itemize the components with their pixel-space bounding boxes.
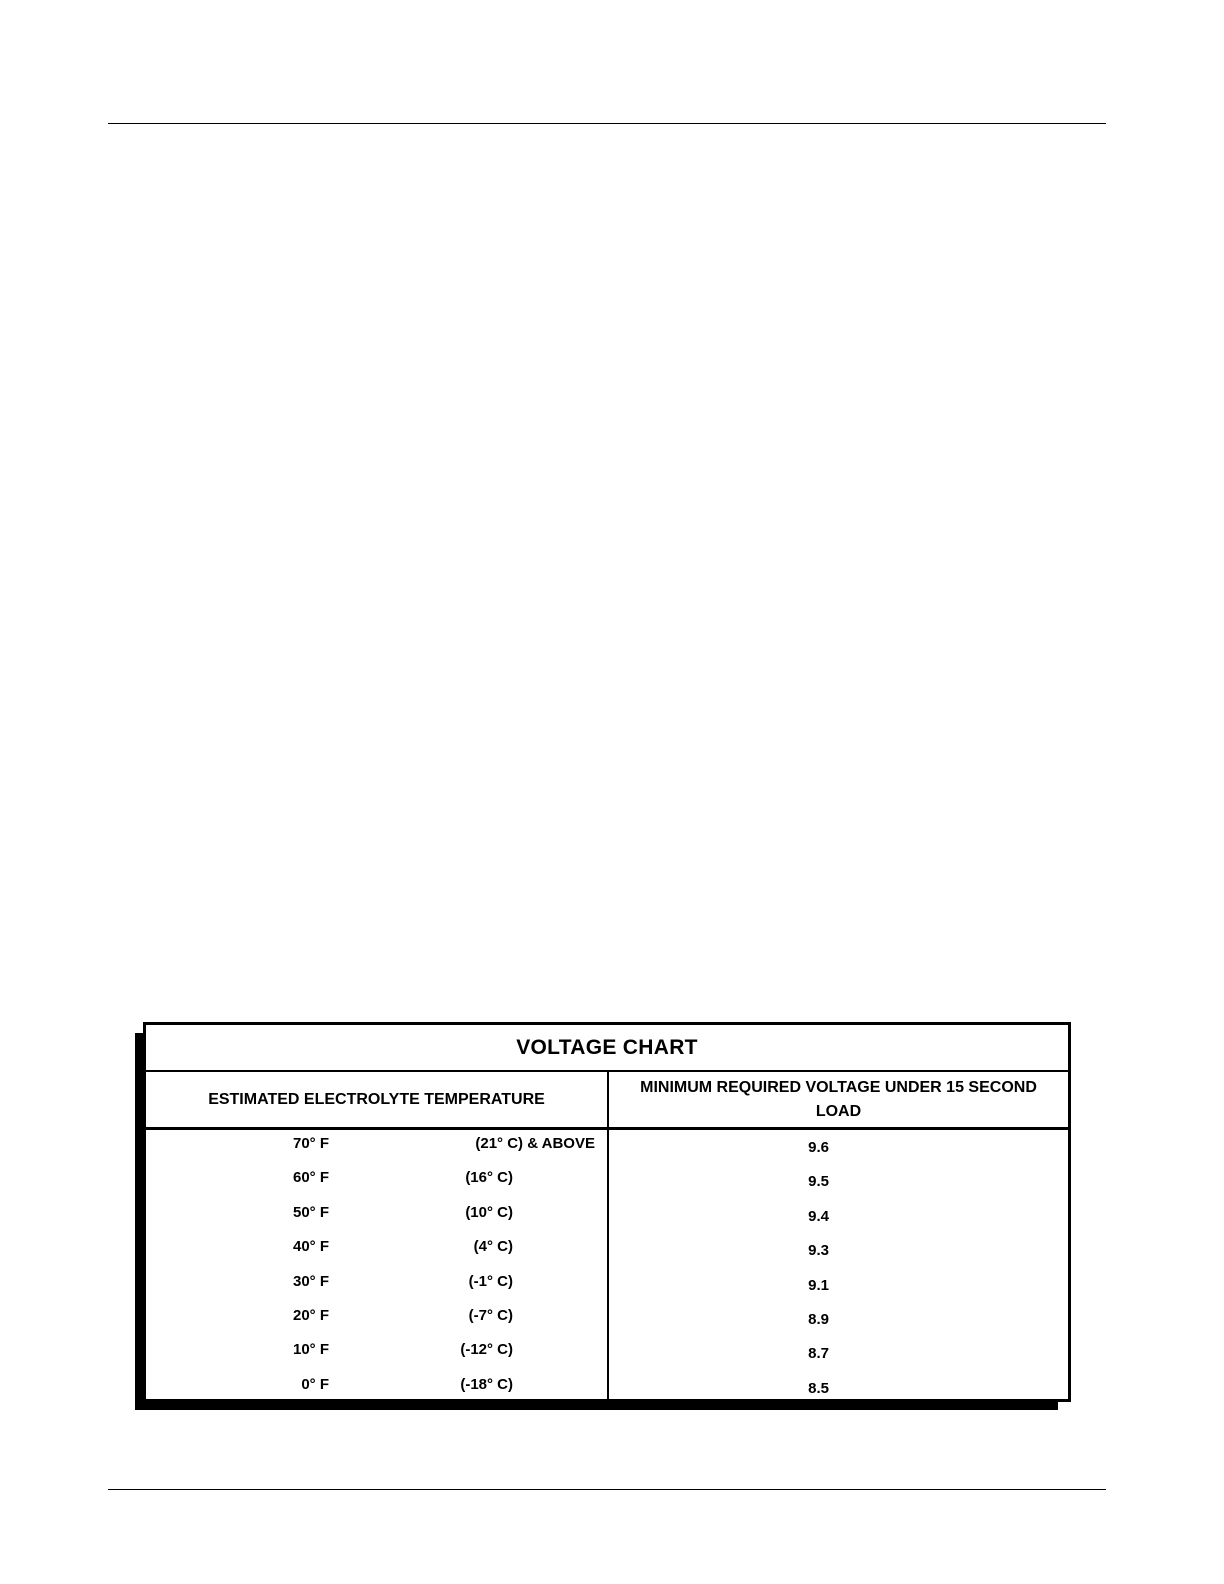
table-row (146, 1131, 1068, 1165)
temp-fahrenheit: 40° F (292, 1238, 329, 1256)
temperature-column-header: ESTIMATED ELECTROLYTE TEMPERATURE (146, 1072, 609, 1127)
table-row (146, 1165, 1068, 1199)
table-row (146, 1234, 1068, 1268)
temp-fahrenheit: 10° F (292, 1341, 329, 1359)
temp-fahrenheit: 70° F (292, 1135, 329, 1152)
temp-celsius: (10° C) (465, 1203, 513, 1221)
temp-celsius: (4° C) (473, 1238, 513, 1256)
voltage-column-header (609, 1072, 1068, 1127)
temp-fahrenheit: 30° F (292, 1272, 329, 1290)
voltage-value: 8.9 (808, 1310, 830, 1328)
table-row (146, 1269, 1068, 1303)
top-rule (108, 123, 1106, 124)
chart-title: VOLTAGE CHART (146, 1025, 1068, 1072)
temp-celsius: (-7° C) (468, 1306, 513, 1324)
table-row (146, 1337, 1068, 1371)
temp-fahrenheit: 60° F (292, 1169, 329, 1187)
temp-celsius: (16° C) (465, 1169, 513, 1187)
temp-fahrenheit: 50° F (292, 1203, 329, 1221)
table-row (146, 1372, 1068, 1406)
table-row (146, 1303, 1068, 1337)
temp-celsius: (-12° C) (460, 1341, 513, 1359)
voltage-value: 9.1 (808, 1276, 830, 1294)
temp-fahrenheit: 0° F (301, 1375, 329, 1393)
voltage-value: 8.5 (808, 1379, 830, 1397)
voltage-value: 9.4 (808, 1207, 830, 1225)
voltage-chart (143, 1022, 1071, 1402)
table-body (146, 1131, 1068, 1406)
bottom-rule (108, 1489, 1106, 1490)
voltage-value: 9.3 (808, 1242, 830, 1260)
temp-celsius: (-1° C) (468, 1272, 513, 1290)
temp-fahrenheit: 20° F (292, 1306, 329, 1324)
voltage-value: 9.5 (808, 1173, 830, 1191)
temp-celsius: (-18° C) (460, 1375, 513, 1393)
table-row (146, 1200, 1068, 1234)
voltage-column-header-text: MINIMUM REQUIRED VOLTAGE UNDER 15 SECOND LOAD (640, 1078, 1037, 1120)
voltage-value: 9.6 (808, 1139, 830, 1156)
voltage-value: 8.7 (808, 1345, 830, 1363)
temp-celsius: (21° C) & ABOVE (475, 1135, 595, 1152)
